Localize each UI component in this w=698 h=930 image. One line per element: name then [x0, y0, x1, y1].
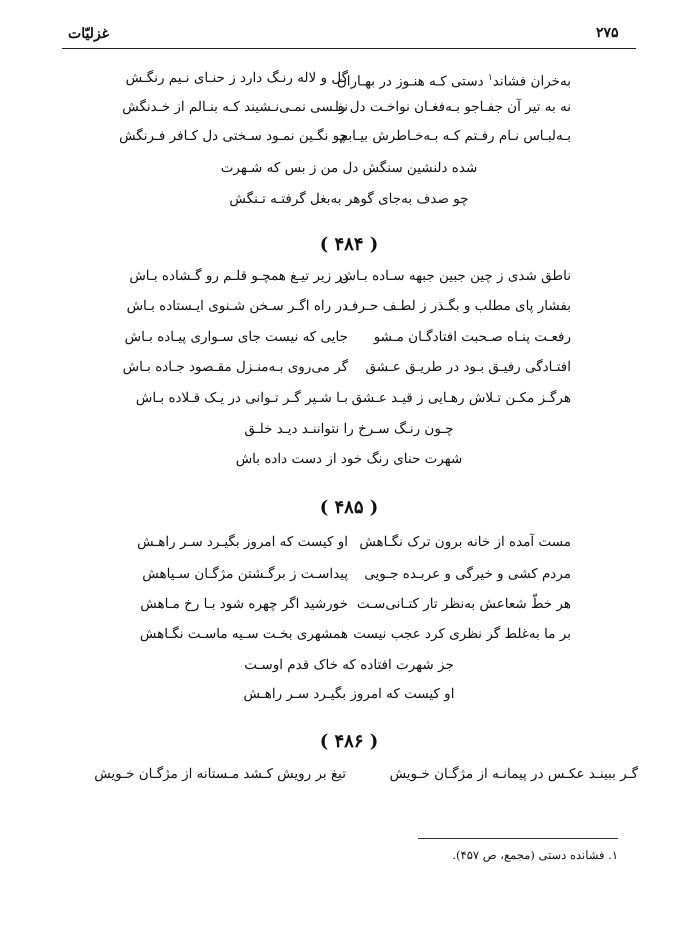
couplet-right: به‌خران فشاند$^۱$ دستی کـه هنـوز در بهـاران [336, 73, 571, 90]
page-number: ۲۷۵ [596, 25, 619, 41]
closing-hemistich: چو صدف به‌جای گوهر به‌بغل گرفتـه تـنگش [229, 191, 469, 207]
couplet-left: پیداسـت ز برگـشتن مژگـان سـیاهش [142, 566, 348, 582]
couplet-left: جایی که نیست جای سـواری پیـاده بـاش [124, 329, 348, 345]
header-rule [62, 48, 636, 49]
couplet-left: چو نگـین نمـود سـختی دل کـافر فـرنگش [119, 128, 348, 144]
couplet-right: بفشار پای مطلب و بگـذر ز لطـف حـرف [344, 298, 571, 314]
couplet-right: مردم کشی و خیرگی و عربـده جـویی [364, 566, 571, 582]
couplet-left: گر می‌روی بـه‌منـزل مقـصود جـاده بـاش [122, 359, 348, 375]
footnote-rule [418, 838, 618, 839]
couplet-left: خورشید اگر چهره شود بـا رخ مـاهش [140, 596, 348, 612]
couplet-right: افتـادگی رفیـق بـود در طریـق عـشق [365, 359, 571, 375]
closing-hemistich: شده دلنشین سنگش دل من ز بس که شـهرت [220, 160, 478, 176]
closing-hemistich: او کیست که امروز بگیـرد سـر راهـش [243, 686, 455, 702]
footnote-marker: ۱ [487, 73, 493, 83]
couplet-left: نفـسی نمـی‌نـشیند کـه بنـالم از خـدنگش [122, 99, 348, 115]
couplet-left: تیغ بر رویش کـشد مـستانه از مژگـان خـویش [94, 766, 346, 782]
couplet-right: ناطق شدی ز چین جبین جبهه سـاده بـاش [339, 268, 571, 284]
footnote: ۱. فشانده دستی (مجمع، ص ۴۵۷). [452, 848, 618, 862]
couplet-left: در زیر تیـغ همچـو قلـم رو گـشاده بـاش [129, 268, 348, 284]
couplet-left: بـا شـیر گـر تـوانی در یـک قـلاده بـاش [135, 390, 348, 406]
ghazal-number: ( ۴۸۶ ) [319, 731, 379, 752]
ghazal-number: ( ۴۸۴ ) [319, 234, 379, 255]
running-header-title: غزلیّات [68, 26, 109, 42]
ghazal-number: ( ۴۸۵ ) [319, 497, 379, 518]
couplet-right: هرگـز مکـن تـلاش رهـایی ز قیـد عـشق [351, 390, 571, 406]
couplet-right: مست آمده از خانه برون ترک نگـاهش [359, 534, 571, 550]
couplet-right: بـه‌لبـاس نـام رفـتم کـه بـه‌خـاطرش بیـابم [339, 128, 571, 144]
couplet-right: نه به تیر آن جفـاجو بـه‌فغـان نواخـت دل را [335, 99, 571, 115]
couplet-right: بر ما به‌غلط گر نظری کرد عجب نیست [353, 626, 571, 642]
closing-hemistich: چـون رنـگ سـرخ را نتواننـد دیـد خلـق [244, 421, 454, 437]
couplet-left: گل و لاله رنـگ دارد ز حنـای نـیم رنگـش [125, 70, 348, 86]
closing-hemistich: جز شهرت افتاده که خاک قدم اوسـت [244, 657, 454, 673]
couplet-left: او کیست که امروز بگیـرد سـر راهـش [137, 534, 348, 550]
closing-hemistich: شهرت حنای رنگ خود از دست داده باش [235, 451, 463, 467]
couplet-right: رفعـت پنـاه صـحبت افتادگـان مـشو [373, 329, 571, 345]
couplet-right: هر خطّ شعاعش به‌نظر تار کتـانی‌سـت [356, 596, 571, 612]
couplet-left: در راه اگـر سـخن شـنوی ایـستاده بـاش [126, 298, 348, 314]
couplet-right: گـر ببینـد عکـس در پیمانـه از مژگـان خـویش [389, 766, 638, 782]
couplet-left: همشهری بخـت سـیه ماسـت نگـاهش [139, 626, 348, 642]
